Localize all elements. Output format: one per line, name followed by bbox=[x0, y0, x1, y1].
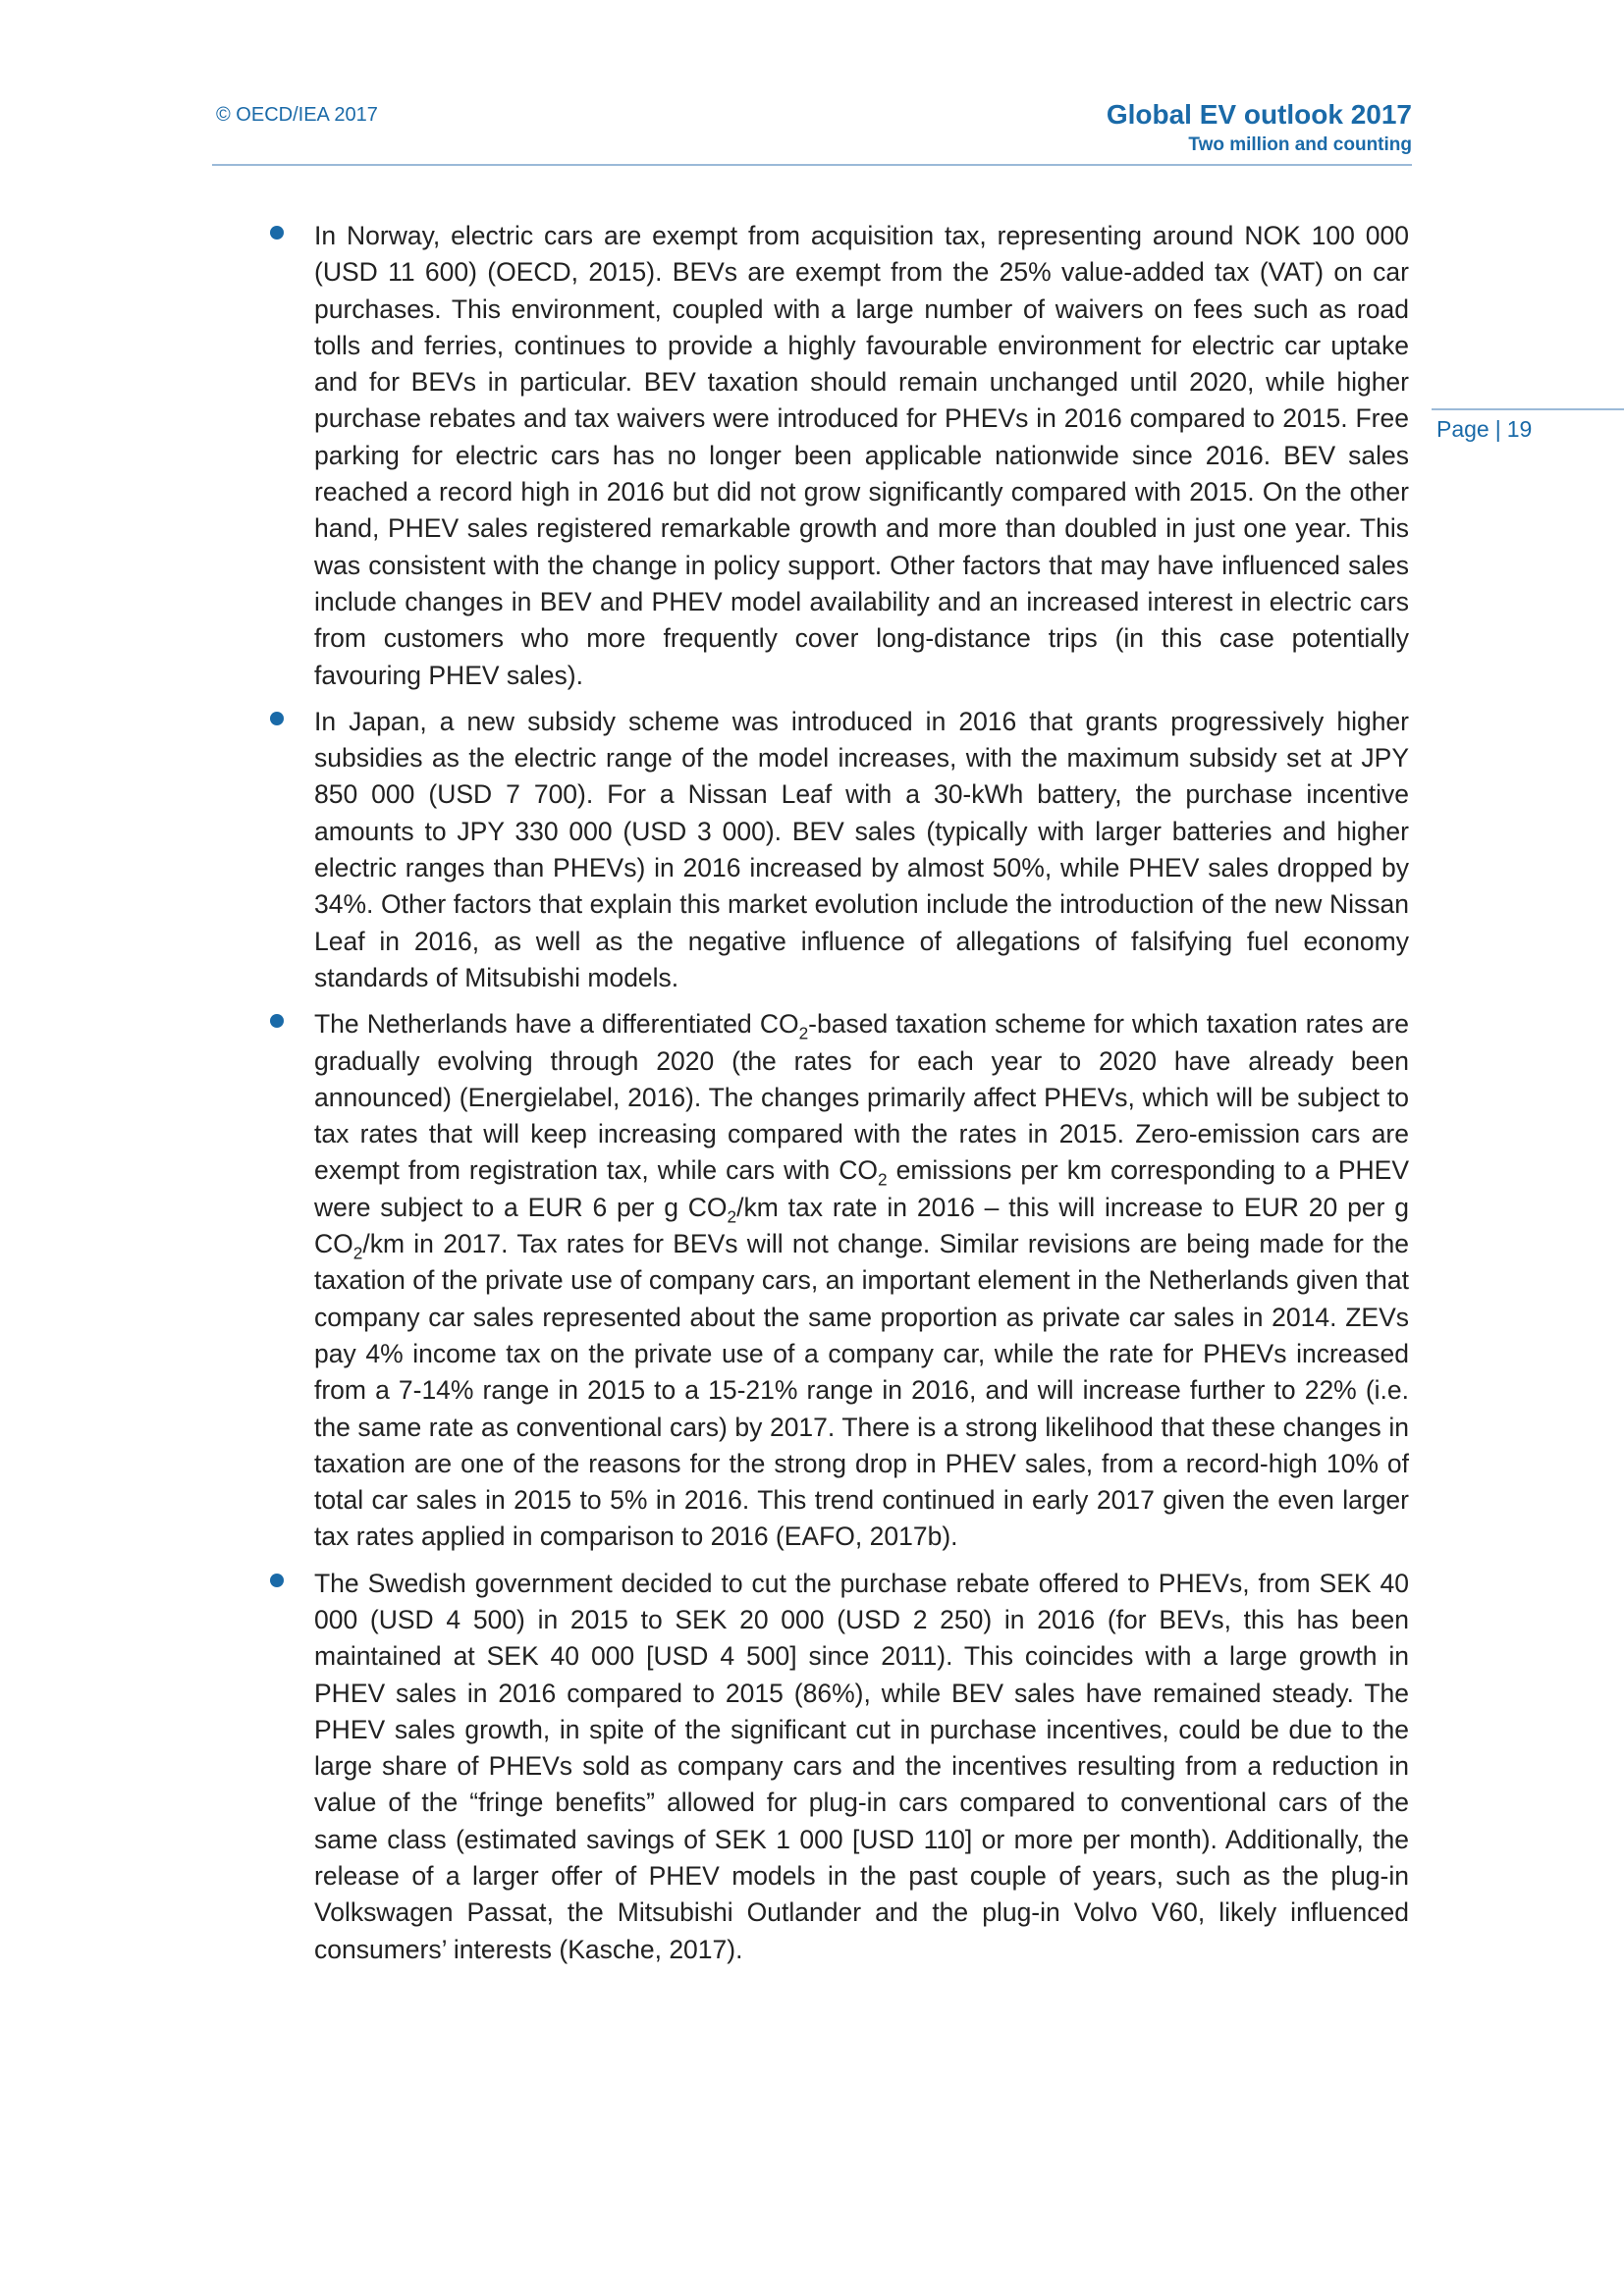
body-text bbox=[314, 218, 1409, 1978]
page-label: Page bbox=[1436, 416, 1489, 442]
subscript: 2 bbox=[878, 1169, 888, 1190]
text-run: emissions per km corresponding to a PHEV were subject to a EUR 6 per g CO bbox=[314, 1155, 1409, 1222]
copyright-notice: © OECD/IEA 2017 bbox=[216, 104, 378, 126]
bullet-item-norway bbox=[314, 218, 1409, 694]
page-separator: | bbox=[1494, 416, 1501, 442]
bullet-item-japan bbox=[314, 704, 1409, 996]
subscript: 2 bbox=[727, 1206, 737, 1227]
text-run: /km in 2017. Tax rates for BEVs will not change. Similar revisions are being made for the taxation of the private use of company cars, an important element in the Netherlands given that company car sales represented about the same proportion as private car sales in 2014. ZEVs pay 4% income tax on the private use of a company car, while the rate for PHEVs increased from a 7-14% range in 2015 to a 15-21% range in 2016, and will increase further to 22% (i.e. the same rate as conventional cars) by 2017. There is a strong likelihood that these changes in taxation are one of the reasons for the strong drop in PHEV sales, from a record-high 10% of total car sales in 2015 to 5% in 2016. This trend continued in early 2017 given the even larger tax rates applied in comparison to 2016 (EAFO, 2017b). bbox=[314, 1229, 1409, 1552]
text-run: -based taxation scheme for which taxation rates are gradually evolving through 2020 (the rates for each year to 2020 have already been announced) (Energielabel, 2016). The changes primarily affect PHEVs, which will be subject to tax rates that will keep increasing compared with the rates in 2015. Zero-emission cars are exempt from registration tax, while cars with CO bbox=[314, 1009, 1409, 1186]
bullet-item-netherlands bbox=[314, 1006, 1409, 1555]
paragraph-netherlands bbox=[314, 1006, 1409, 1555]
paragraph-norway: In Norway, electric cars are exempt from acquisition tax, representing around NOK 100 000 (USD 11 600) (OECD, 2015). BEVs are exempt from the 25% value-added tax (VAT) on car purchases. This environment, coupled with a large number of waivers on fees such as road tolls and ferries, continues to provide a highly favourable environment for electric car uptake and for BEVs in particular. BEV taxation should remain unchanged until 2020, while higher purchase rebates and tax waivers were introduced for PHEVs in 2016 compared to 2015. Free parking for electric cars has no longer been applicable nationwide since 2016. BEV sales reached a record high in 2016 but did not grow significantly compared with 2015. On the other hand, PHEV sales registered remarkable growth and more than doubled in just one year. This was consistent with the change in policy support. Other factors that may have influenced sales include changes in BEV and PHEV model availability and an increased interest in electric cars from customers who more frequently cover long-distance trips (in this case potentially favouring PHEV sales). bbox=[314, 221, 1409, 690]
margin-divider bbox=[1432, 408, 1624, 410]
bullet-icon bbox=[270, 226, 284, 240]
paragraph-japan: In Japan, a new subsidy scheme was introduced in 2016 that grants progressively higher subsidies as the electric range of the model increases, with the maximum subsidy set at JPY 850 000 (USD 7 700). For a Nissan Leaf with a 30-kWh battery, the purchase incentive amounts to JPY 330 000 (USD 3 000). BEV sales (typically with larger batteries and higher electric ranges than PHEVs) in 2016 increased by almost 50%, while PHEV sales dropped by 34%. Other factors that explain this market evolution include the introduction of the new Nissan Leaf in 2016, as well as the negative influence of allegations of falsifying fuel economy standards of Mitsubishi models. bbox=[314, 706, 1409, 992]
subscript: 2 bbox=[352, 1243, 363, 1263]
bullet-icon bbox=[270, 1574, 284, 1587]
text-run: The Netherlands have a differentiated CO bbox=[314, 1009, 799, 1040]
page-number bbox=[1436, 416, 1532, 443]
report-subtitle: Two million and counting bbox=[1188, 134, 1412, 155]
subscript: 2 bbox=[798, 1023, 809, 1043]
bullet-icon bbox=[270, 712, 284, 725]
paragraph-sweden: The Swedish government decided to cut the purchase rebate offered to PHEVs, from SEK 40 000 (USD 4 500) in 2015 to SEK 20 000 (USD 2 250) in 2016 (for BEVs, this has been maintained at SEK 40 000 [USD 4 500] since 2011). This coincides with a large growth in PHEV sales in 2016 compared to 2015 (86%), while BEV sales have remained steady. The PHEV sales growth, in spite of the significant cut in purchase incentives, could be due to the large share of PHEVs sold as company cars and the incentives resulting from a reduction in value of the “fringe benefits” allowed for plug-in cars compared to conventional cars of the same class (estimated savings of SEK 1 000 [USD 110] or more per month). Additionally, the release of a larger offer of PHEV models in the past couple of years, such as the plug-in Volkswagen Passat, the Mitsubishi Outlander and the plug-in Volvo V60, likely influenced consumers’ interests (Kasche, 2017). bbox=[314, 1568, 1409, 1964]
report-title: Global EV outlook 2017 bbox=[1106, 99, 1412, 130]
bullet-icon bbox=[270, 1014, 284, 1028]
page-number-value: 19 bbox=[1506, 416, 1533, 442]
header-divider bbox=[212, 164, 1412, 166]
text-run: /km tax rate in 2016 – this will increase to EUR 20 per g CO bbox=[314, 1192, 1409, 1259]
bullet-item-sweden bbox=[314, 1566, 1409, 1968]
running-header bbox=[1107, 98, 1412, 159]
